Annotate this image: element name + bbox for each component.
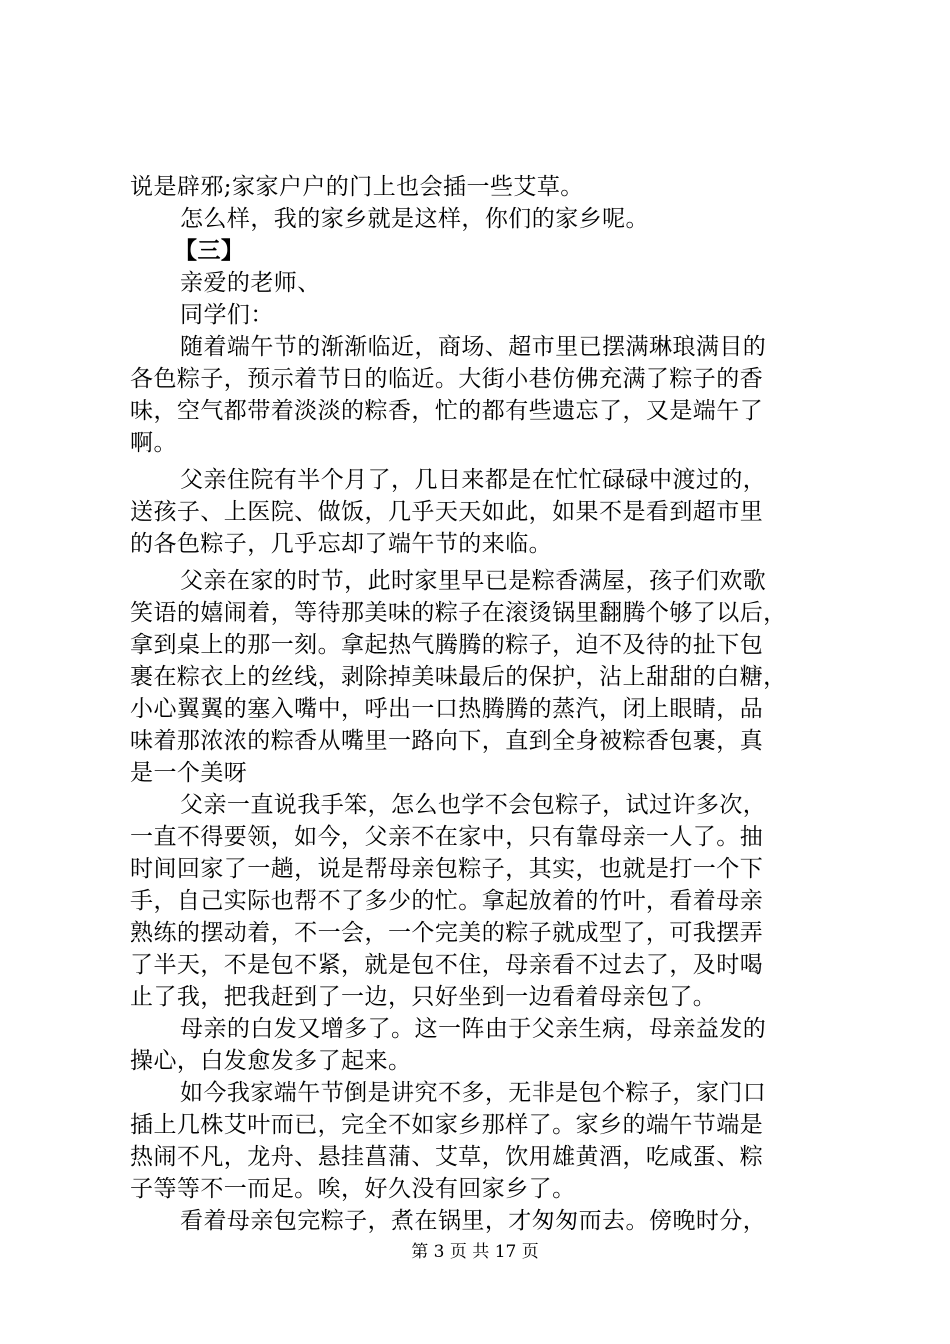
paragraph-line: 看着母亲包完粽子，煮在锅里，才匆匆而去。傍晚时分，	[180, 1208, 767, 1234]
paragraph-line: 小心翼翼的塞入嘴中，呼出一口热腾腾的蒸汽，闭上眼睛，品	[130, 696, 764, 722]
paragraph-line: 操心，白发愈发多了起来。	[130, 1048, 412, 1074]
paragraph-line: 手，自己实际也帮不了多少的忙。拿起放着的竹叶，看着母亲	[130, 888, 764, 914]
paragraph-line: 插上几株艾叶而已，完全不如家乡那样了。家乡的端午节端是	[130, 1112, 764, 1138]
text-line: 说是辟邪;家家户户的门上也会插一些艾草。	[130, 174, 584, 200]
paragraph-line: 母亲的白发又增多了。这一阵由于父亲生病，母亲益发的	[180, 1016, 767, 1042]
paragraph-line: 味，空气都带着淡淡的粽香，忙的都有些遗忘了，又是端午了	[130, 398, 764, 424]
section-heading: 【三】	[174, 237, 245, 264]
paragraph-line: 啊。	[130, 430, 177, 456]
paragraph-line: 父亲一直说我手笨，怎么也学不会包粽子，试过许多次，	[180, 792, 767, 818]
paragraph-line: 熟练的摆动着，不一会，一个完美的粽子就成型了，可我摆弄	[130, 920, 764, 946]
paragraph-line: 子等等不一而足。唉，好久没有回家乡了。	[130, 1176, 576, 1202]
paragraph-line: 止了我，把我赶到了一边，只好坐到一边看着母亲包了。	[130, 984, 717, 1010]
paragraph-line: 裹在粽衣上的丝线，剥除掉美味最后的保护，沾上甜甜的白糖，	[130, 664, 787, 690]
text-line: 怎么样，我的家乡就是这样，你们的家乡呢。	[180, 206, 649, 232]
paragraph-line: 时间回家了一趟，说是帮母亲包粽子，其实，也就是打一个下	[130, 856, 764, 882]
paragraph-line: 的各色粽子，几乎忘却了端午节的来临。	[130, 531, 553, 557]
paragraph-line: 一直不得要领，如今，父亲不在家中，只有靠母亲一人了。抽	[130, 824, 764, 850]
paragraph-line: 味着那浓浓的粽香从嘴里一路向下，直到全身被粽香包裹，真	[130, 728, 764, 754]
page-number-footer: 第 3 页 共 17 页	[411, 1242, 539, 1262]
paragraph-line: 拿到桌上的那一刻。拿起热气腾腾的粽子，迫不及待的扯下包	[130, 632, 764, 658]
salutation-line: 亲爱的老师、	[180, 270, 321, 296]
paragraph-line: 各色粽子，预示着节日的临近。大街小巷仿佛充满了粽子的香	[130, 366, 764, 392]
paragraph-line: 是一个美呀	[130, 760, 248, 786]
paragraph-line: 热闹不凡，龙舟、悬挂菖蒲、艾草，饮用雄黄酒，吃咸蛋、粽	[130, 1144, 764, 1170]
paragraph-line: 了半天，不是包不紧，就是包不住，母亲看不过去了，及时喝	[130, 952, 764, 978]
salutation-line: 同学们：	[180, 302, 274, 328]
paragraph-line: 送孩子、上医院、做饭，几乎天天如此，如果不是看到超市里	[130, 499, 764, 525]
document-body	[130, 171, 830, 1237]
paragraph-line: 如今我家端午节倒是讲究不多，无非是包个粽子，家门口	[180, 1080, 767, 1106]
paragraph-line: 笑语的嬉闹着，等待那美味的粽子在滚烫锅里翻腾个够了以后，	[130, 600, 787, 626]
paragraph-line: 随着端午节的渐渐临近，商场、超市里已摆满琳琅满目的	[180, 334, 767, 360]
paragraph-line: 父亲住院有半个月了，几日来都是在忙忙碌碌中渡过的，	[180, 467, 767, 493]
paragraph-line: 父亲在家的时节，此时家里早已是粽香满屋，孩子们欢歌	[180, 568, 767, 594]
